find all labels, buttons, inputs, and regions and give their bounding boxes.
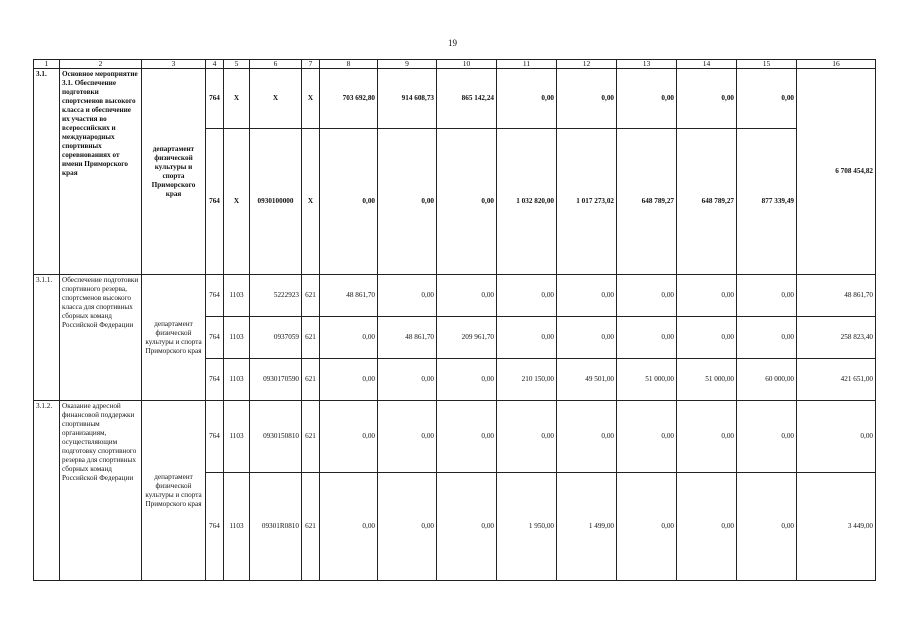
- cell: 421 651,00: [797, 359, 876, 401]
- cell: 914 608,73: [378, 69, 437, 129]
- cell: 1103: [224, 275, 250, 317]
- cell: 0,00: [320, 317, 378, 359]
- cell: 648 789,27: [617, 129, 677, 275]
- cell: 764: [206, 275, 224, 317]
- cell: 0,00: [737, 401, 797, 473]
- cell: Х: [302, 129, 320, 275]
- row-total: 6 708 454,82: [797, 69, 876, 275]
- cell: 210 150,00: [497, 359, 557, 401]
- cell: 0,00: [557, 275, 617, 317]
- cell: 0,00: [677, 473, 737, 581]
- cell: Х: [224, 69, 250, 129]
- cell: 09301R0810: [250, 473, 302, 581]
- cell: 764: [206, 401, 224, 473]
- col-header: 4: [206, 60, 224, 69]
- cell: 49 501,00: [557, 359, 617, 401]
- col-header: 16: [797, 60, 876, 69]
- cell: 0,00: [320, 401, 378, 473]
- col-header: 13: [617, 60, 677, 69]
- cell: Х: [250, 69, 302, 129]
- col-header: 14: [677, 60, 737, 69]
- cell: 0,00: [737, 473, 797, 581]
- cell: 877 339,49: [737, 129, 797, 275]
- cell: 0,00: [497, 401, 557, 473]
- cell: 0,00: [677, 69, 737, 129]
- cell: 258 823,40: [797, 317, 876, 359]
- cell: 0,00: [497, 69, 557, 129]
- cell: 0,00: [378, 129, 437, 275]
- row-id: 3.1.: [34, 69, 60, 275]
- cell: 1103: [224, 359, 250, 401]
- row-dept: департамент физической культуры и спорта Приморского края: [142, 401, 206, 581]
- cell: 1103: [224, 401, 250, 473]
- cell: 764: [206, 317, 224, 359]
- cell: 764: [206, 69, 224, 129]
- cell: 51 000,00: [617, 359, 677, 401]
- cell: Х: [302, 69, 320, 129]
- col-header: 2: [60, 60, 142, 69]
- table-row: [34, 401, 876, 473]
- col-header: 3: [142, 60, 206, 69]
- col-header: 6: [250, 60, 302, 69]
- cell: 209 961,70: [437, 317, 497, 359]
- cell: 0,00: [617, 69, 677, 129]
- cell: 0,00: [437, 401, 497, 473]
- cell: 1 032 820,00: [497, 129, 557, 275]
- cell: 0,00: [497, 275, 557, 317]
- cell: 0930100000: [250, 129, 302, 275]
- budget-table: [33, 59, 876, 581]
- cell: 1 950,00: [497, 473, 557, 581]
- col-header: 11: [497, 60, 557, 69]
- cell: 621: [302, 359, 320, 401]
- page-number: 19: [448, 38, 457, 48]
- col-header: 12: [557, 60, 617, 69]
- cell: 865 142,24: [437, 69, 497, 129]
- col-header: 5: [224, 60, 250, 69]
- col-header: 15: [737, 60, 797, 69]
- cell: 0,00: [737, 275, 797, 317]
- cell: 0,00: [797, 401, 876, 473]
- cell: 5222923: [250, 275, 302, 317]
- cell: 0,00: [437, 129, 497, 275]
- cell: 1 017 273,02: [557, 129, 617, 275]
- cell: 0,00: [437, 359, 497, 401]
- table-row: [34, 69, 876, 129]
- row-name: Обеспечение подготовки спортивного резерва, спортсменов высокого класса для спортивных сборных команд Российской Федерации: [60, 275, 142, 401]
- cell: 621: [302, 473, 320, 581]
- cell: 0,00: [497, 317, 557, 359]
- row-id: 3.1.1.: [34, 275, 60, 401]
- cell: 764: [206, 359, 224, 401]
- cell: Х: [224, 129, 250, 275]
- row-id: 3.1.2.: [34, 401, 60, 581]
- cell: 0,00: [617, 473, 677, 581]
- cell: 48 861,70: [797, 275, 876, 317]
- cell: 0930170590: [250, 359, 302, 401]
- cell: 48 861,70: [320, 275, 378, 317]
- cell: 0,00: [617, 275, 677, 317]
- column-number-row: [34, 60, 876, 69]
- cell: 0,00: [617, 317, 677, 359]
- cell: 0,00: [557, 401, 617, 473]
- cell: 1 499,00: [557, 473, 617, 581]
- cell: 0,00: [320, 129, 378, 275]
- cell: 0,00: [677, 317, 737, 359]
- cell: 0930150810: [250, 401, 302, 473]
- cell: 0,00: [677, 401, 737, 473]
- cell: 0937059: [250, 317, 302, 359]
- cell: 0,00: [378, 401, 437, 473]
- cell: 48 861,70: [378, 317, 437, 359]
- cell: 60 000,00: [737, 359, 797, 401]
- cell: 0,00: [677, 275, 737, 317]
- cell: 1103: [224, 317, 250, 359]
- row-name: Оказание адресной финансовой поддержки спортивным организациям, осуществляющим подготовку спортивного резерва для спортивных сборных команд Российской Федерации: [60, 401, 142, 581]
- cell: 0,00: [320, 473, 378, 581]
- cell: 1103: [224, 473, 250, 581]
- cell: 621: [302, 317, 320, 359]
- cell: 0,00: [378, 359, 437, 401]
- cell: 0,00: [617, 401, 677, 473]
- cell: 0,00: [320, 359, 378, 401]
- cell: 703 692,80: [320, 69, 378, 129]
- col-header: 10: [437, 60, 497, 69]
- cell: 0,00: [437, 473, 497, 581]
- cell: 621: [302, 401, 320, 473]
- cell: 0,00: [378, 275, 437, 317]
- table-row: [34, 275, 876, 317]
- cell: 0,00: [437, 275, 497, 317]
- cell: 0,00: [378, 473, 437, 581]
- row-dept: департамент физической культуры и спорта Приморского края: [142, 69, 206, 275]
- cell: 621: [302, 275, 320, 317]
- cell: 3 449,00: [797, 473, 876, 581]
- cell: 764: [206, 473, 224, 581]
- col-header: 7: [302, 60, 320, 69]
- cell: 0,00: [737, 69, 797, 129]
- col-header: 1: [34, 60, 60, 69]
- cell: 51 000,00: [677, 359, 737, 401]
- col-header: 9: [378, 60, 437, 69]
- cell: 648 789,27: [677, 129, 737, 275]
- row-name: Основное мероприятие 3.1. Обеспечение подготовки спортсменов высокого класса и обеспечение их участия во всероссийских и международных спортивных соревнованиях от имени Приморского края: [60, 69, 142, 275]
- cell: 764: [206, 129, 224, 275]
- cell: 0,00: [557, 317, 617, 359]
- row-dept: департамент физической культуры и спорта Приморского края: [142, 275, 206, 401]
- cell: 0,00: [557, 69, 617, 129]
- cell: 0,00: [737, 317, 797, 359]
- col-header: 8: [320, 60, 378, 69]
